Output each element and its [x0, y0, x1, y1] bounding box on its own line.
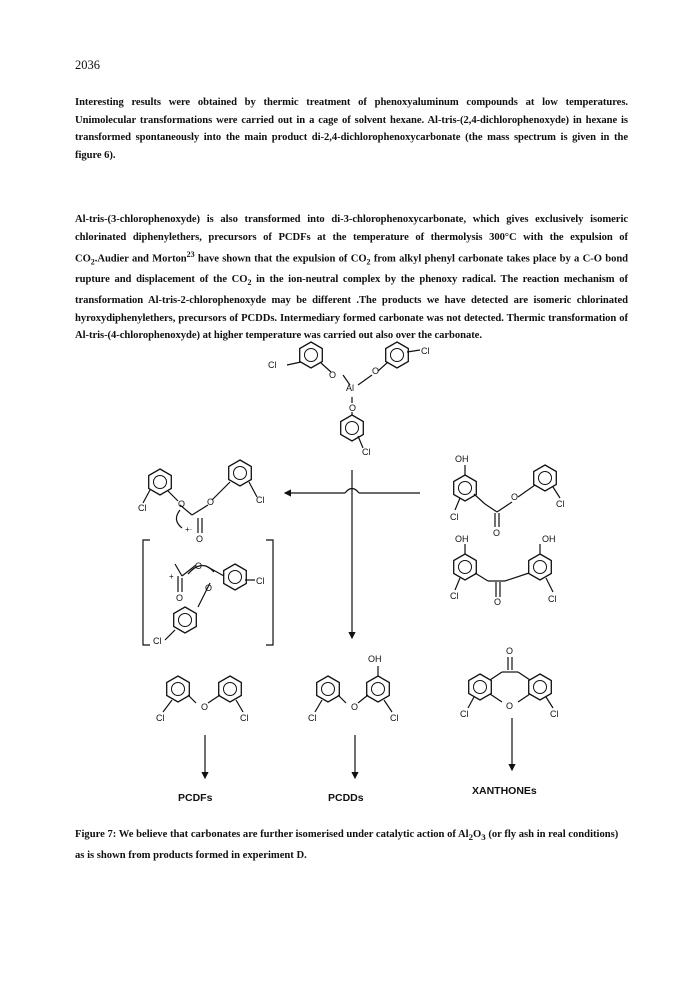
cl-label: Cl: [240, 713, 249, 723]
caption-text-2: O: [473, 829, 482, 840]
figure-7-label: Figure 7:: [75, 829, 117, 840]
figure-caption: [75, 826, 628, 864]
o-label: O: [372, 366, 380, 376]
cl-label: Cl: [362, 447, 371, 457]
o-label: O: [195, 561, 203, 571]
paragraph-1: [75, 94, 628, 164]
cl-label: Cl: [450, 512, 459, 522]
cl-label: Cl: [548, 594, 557, 604]
cl-label: Cl: [256, 495, 265, 505]
page-number: 2036: [75, 58, 100, 72]
o-label: O: [351, 702, 359, 712]
caption-sub-1: 2: [468, 832, 474, 843]
cl-label: Cl: [256, 576, 265, 586]
o-label: O: [207, 497, 215, 507]
o-label: O: [178, 499, 186, 509]
cl-label: Cl: [268, 360, 277, 370]
pcdds-label: PCDDs: [328, 792, 364, 804]
cl-label: Cl: [390, 713, 399, 723]
p2-text-4: from alkyl phenyl carbonate takes place by a C-O bond rupture and displacement of the CO: [75, 253, 628, 286]
reference-23: 23: [186, 250, 195, 260]
cl-label: Cl: [138, 503, 147, 513]
o-label: O: [506, 646, 514, 656]
cl-label: Cl: [460, 709, 469, 719]
cl-label: Cl: [556, 499, 565, 509]
al-label: Al: [346, 383, 355, 393]
oh-label: OH: [455, 454, 469, 464]
cation-label: +: [169, 572, 174, 581]
o-label: O: [176, 593, 184, 603]
o-label: O: [506, 701, 514, 711]
p2-text-1: Al-tris-(3-chlorophenoxyde) is also transformed into di-3-chlorophenoxycarbonate, which gives exclusively isomeric chlorinated diphenylethers, precursors of PCDFs at the temperature of thermolysis 300°C with the expulsion of CO: [75, 214, 628, 265]
o-label: O: [349, 403, 357, 413]
p2-sub-2: 2: [366, 257, 371, 267]
cl-label: Cl: [550, 709, 559, 719]
p2-sub-3: 2: [247, 278, 252, 288]
cl-label: Cl: [153, 636, 162, 646]
radical-cation-label: +·: [185, 525, 193, 534]
oh-label: OH: [368, 654, 382, 664]
paragraph-2: [75, 211, 628, 345]
paragraph-1-text-b: ).: [109, 149, 116, 161]
oh-label: OH: [455, 534, 469, 544]
oh-label: OH: [542, 534, 556, 544]
pcdfs-label: PCDFs: [178, 792, 213, 804]
p2-text-2: .Audier and Morton: [94, 253, 187, 265]
figure-6-reference: figure 6: [75, 149, 110, 161]
cl-label: Cl: [450, 591, 459, 601]
p2-text-3: have shown that the expulsion of CO: [194, 253, 367, 265]
o-label: O: [201, 702, 209, 712]
caption-text-3: (or fly ash in real conditions) as is shown from products formed in experiment D.: [75, 829, 619, 861]
o-label: O: [205, 583, 213, 593]
o-label: O: [511, 492, 519, 502]
caption-text-1: We believe that carbonates are further isomerised under catalytic action of Al: [116, 829, 469, 840]
o-label: O: [196, 534, 204, 544]
cl-label: Cl: [308, 713, 317, 723]
o-label: O: [329, 370, 337, 380]
cl-label: Cl: [156, 713, 165, 723]
paragraph-1-text-a: Interesting results were obtained by thermic treatment of phenoxyaluminum compounds at low temperatures. Unimolecular transformations were carried out in a cage of solvent hexane. Al-tris-(2,4-dichlorophenoxyde) in hexane is transformed spontaneously into the main product di-2,4-dichlorophenoxycarbonate (the mass spectrum is given in the: [75, 97, 628, 144]
p2-sub-1: 2: [90, 257, 95, 267]
xanthones-label: XANTHONEs: [472, 785, 537, 797]
reaction-scheme: [0, 330, 696, 820]
p2-text-5: in the ion-neutral complex by the phenoxy radical. The reaction mechanism of transformation Al-tris-2-chlorophenoxyde may be different .The products we have detected are isomeric chlorinated hyroxydiphenylethers, precursors of PCDDs. Intermediary formed carbonate was not detected. Thermic transformation of Al-tris-(4-chlorophenoxyde) at higher temperature was carried out also over the carbonate.: [75, 274, 628, 342]
cl-label: Cl: [421, 346, 430, 356]
o-label: O: [493, 528, 501, 538]
o-label: O: [494, 597, 502, 607]
caption-sub-2: 3: [481, 832, 486, 843]
